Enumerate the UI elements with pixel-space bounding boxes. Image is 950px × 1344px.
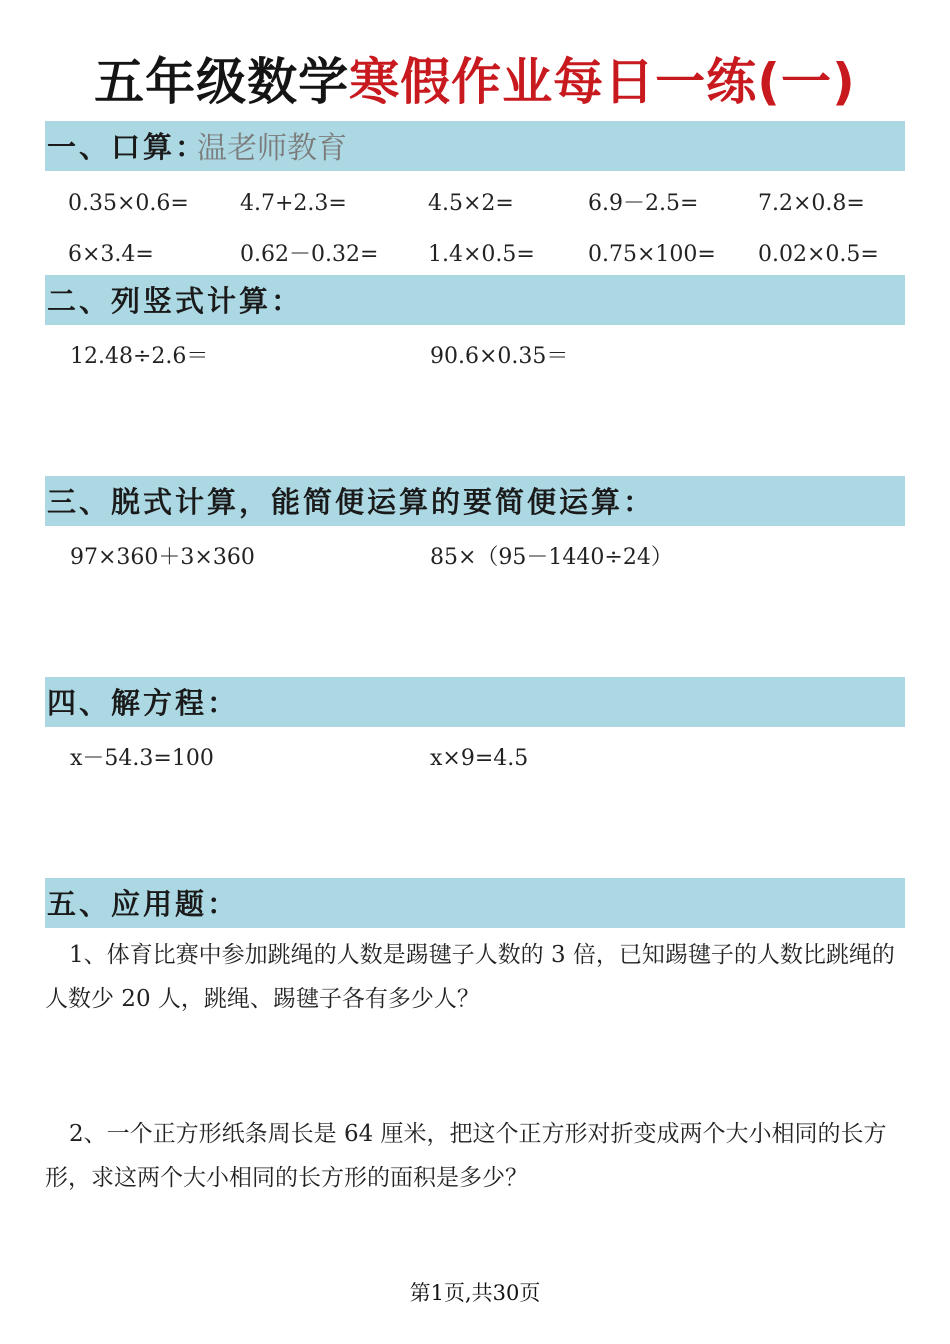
section-4-heading: 四、解方程： <box>47 686 240 720</box>
oral-item-8: 1.4×0.5= <box>428 242 535 267</box>
stepwise-calc-item-1: 97×360＋3×360 <box>70 545 255 570</box>
word-problem-2: 2、一个正方形纸条周长是 64 厘米，把这个正方形对折变成两个大小相同的长方形，求这两个大小相同的长方形的面积是多少？ <box>45 1121 887 1191</box>
oral-item-10: 0.02×0.5= <box>758 242 879 267</box>
oral-item-5: 7.2×0.8= <box>758 191 865 216</box>
section-4-header <box>45 677 905 727</box>
stepwise-calc-item-2: 85×（95－1440÷24） <box>430 545 673 570</box>
section-1-heading: 一、口算： <box>47 130 208 164</box>
vertical-calc-item-1: 12.48÷2.6＝ <box>70 344 209 369</box>
word-problem-1: 1、体育比赛中参加跳绳的人数是踢毽子人数的 3 倍，已知踢毽子的人数比跳绳的人数少 20 人，跳绳、踢毽子各有多少人？ <box>45 942 895 1012</box>
oral-item-9: 0.75×100= <box>588 242 716 267</box>
section-2-heading: 二、列竖式计算： <box>47 284 304 318</box>
oral-item-2: 4.7+2.3= <box>240 191 347 216</box>
section-5-heading: 五、应用题： <box>47 887 240 921</box>
section-3-header <box>45 476 905 526</box>
oral-item-3: 4.5×2= <box>428 191 514 216</box>
oral-item-1: 0.35×0.6= <box>68 191 189 216</box>
section-1-header <box>45 121 905 171</box>
oral-item-4: 6.9－2.5= <box>588 191 699 216</box>
page-number: 第1页,共30页 <box>409 1281 541 1305</box>
oral-item-6: 6×3.4= <box>68 242 154 267</box>
section-5-header <box>45 878 905 928</box>
watermark: 温老师教育 <box>197 131 347 166</box>
equation-item-1: x－54.3=100 <box>70 746 214 771</box>
vertical-calc-item-2: 90.6×0.35＝ <box>430 344 569 369</box>
title-black-part: 五年级数学 <box>94 53 350 111</box>
section-2-header <box>45 275 905 325</box>
section-3-heading: 三、脱式计算，能简便运算的要简便运算： <box>47 485 656 519</box>
title-red-part: 寒假作业每日一练(一) <box>349 53 856 111</box>
equation-item-2: x×9=4.5 <box>430 746 529 771</box>
page-title <box>0 52 950 112</box>
oral-item-7: 0.62－0.32= <box>240 242 379 267</box>
